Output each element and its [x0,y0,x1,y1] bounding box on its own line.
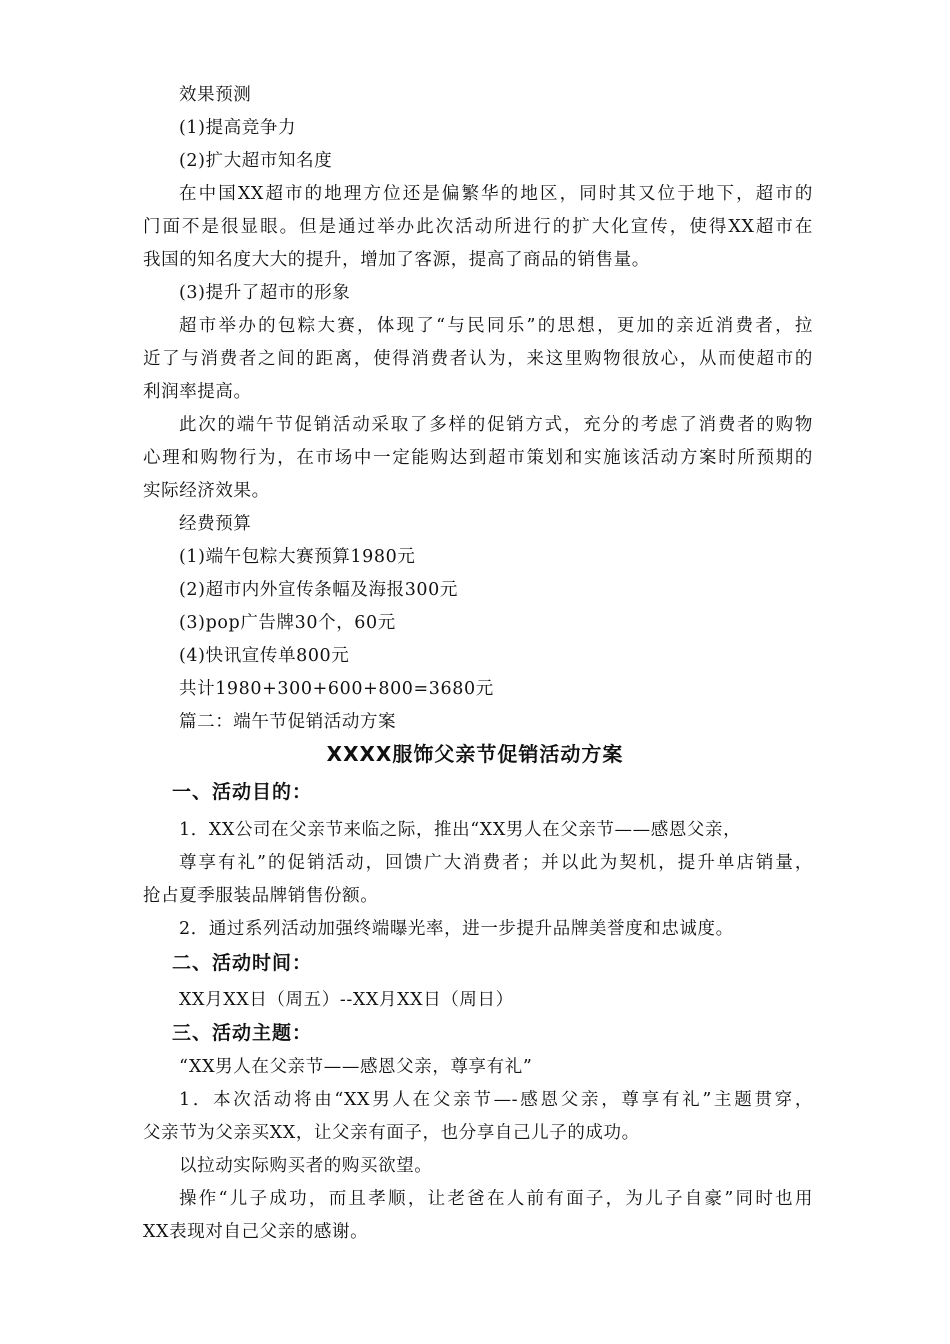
budget-item: (4)快讯宣传单800元 [179,646,350,666]
effect-item-3: (3)提升了超市的形象 [179,283,351,303]
budget-item: (1)端午包粽大赛预算1980元 [179,547,416,567]
paragraph-line: 门面不是很显眼。但是通过举办此次活动所进行的扩大化宣传，使得XX超市在 [143,217,813,237]
paragraph-line: 操作“儿子成功，而且孝顺，让老爸在人前有面子，为儿子自豪”同时也用 [179,1189,813,1209]
paragraph-line: 父亲节为父亲买XX，让父亲有面子，也分享自己儿子的成功。 [143,1123,640,1143]
paragraph-line: 在中国XX超市的地理方位还是偏繁华的地区，同时其又位于地下，超市的 [179,184,813,204]
budget-title: 经费预算 [179,514,252,534]
effect-item-1: (1)提高竞争力 [179,118,297,138]
paragraph-line: 近了与消费者之间的距离，使得消费者认为，来这里购物很放心，从而使超市的 [143,349,813,369]
paragraph-line: XX表现对自己父亲的感谢。 [143,1222,369,1242]
effect-item-2: (2)扩大超市知名度 [179,151,333,171]
document-title: XXXX服饰父亲节促销活动方案 [326,742,624,766]
paragraph-line: 以拉动实际购买者的购买欲望。 [179,1156,433,1176]
paragraph-line: 心理和购物行为，在市场中一定能购达到超市策划和实施该活动方案时所预期的 [143,448,813,468]
paragraph-line: 抢占夏季服装品牌销售份额。 [143,886,379,906]
paragraph-line: 1．XX公司在父亲节来临之际，推出“XX男人在父亲节——感恩父亲， [179,820,742,840]
theme-slogan: “XX男人在父亲节——感恩父亲，尊享有礼” [179,1057,533,1077]
budget-total: 共计1980+300+600+800=3680元 [179,679,494,699]
budget-item: (2)超市内外宣传条幅及海报300元 [179,580,458,600]
effect-title: 效果预测 [179,85,252,105]
paragraph-line: 超市举办的包粽大赛，体现了“与民同乐”的思想，更加的亲近消费者，拉 [179,316,813,336]
activity-time: XX月XX日（周五）--XX月XX日（周日） [179,990,514,1010]
paragraph-line: 利润率提高。 [143,382,252,402]
paragraph-line: 2．通过系列活动加强终端曝光率，进一步提升品牌美誉度和忠诚度。 [179,919,734,939]
paragraph-line: 1．本次活动将由“XX男人在父亲节—-感恩父亲，尊享有礼”主题贯穿， [179,1090,813,1110]
heading-theme: 三、活动主题： [172,1022,313,1044]
heading-time: 二、活动时间： [172,952,313,974]
paragraph-line: 尊享有礼”的促销活动，回馈广大消费者；并以此为契机，提升单店销量， [179,853,813,873]
paragraph-line: 我国的知名度大大的提升，增加了客源，提高了商品的销售量。 [143,250,650,270]
paragraph-line: 实际经济效果。 [143,481,270,501]
budget-item: (3)pop广告牌30个，60元 [179,613,396,633]
paragraph-line: 此次的端午节促销活动采取了多样的促销方式，充分的考虑了消费者的购物 [179,415,813,435]
heading-purpose: 一、活动目的： [172,781,313,803]
part-two-label: 篇二：端午节促销活动方案 [179,712,397,732]
